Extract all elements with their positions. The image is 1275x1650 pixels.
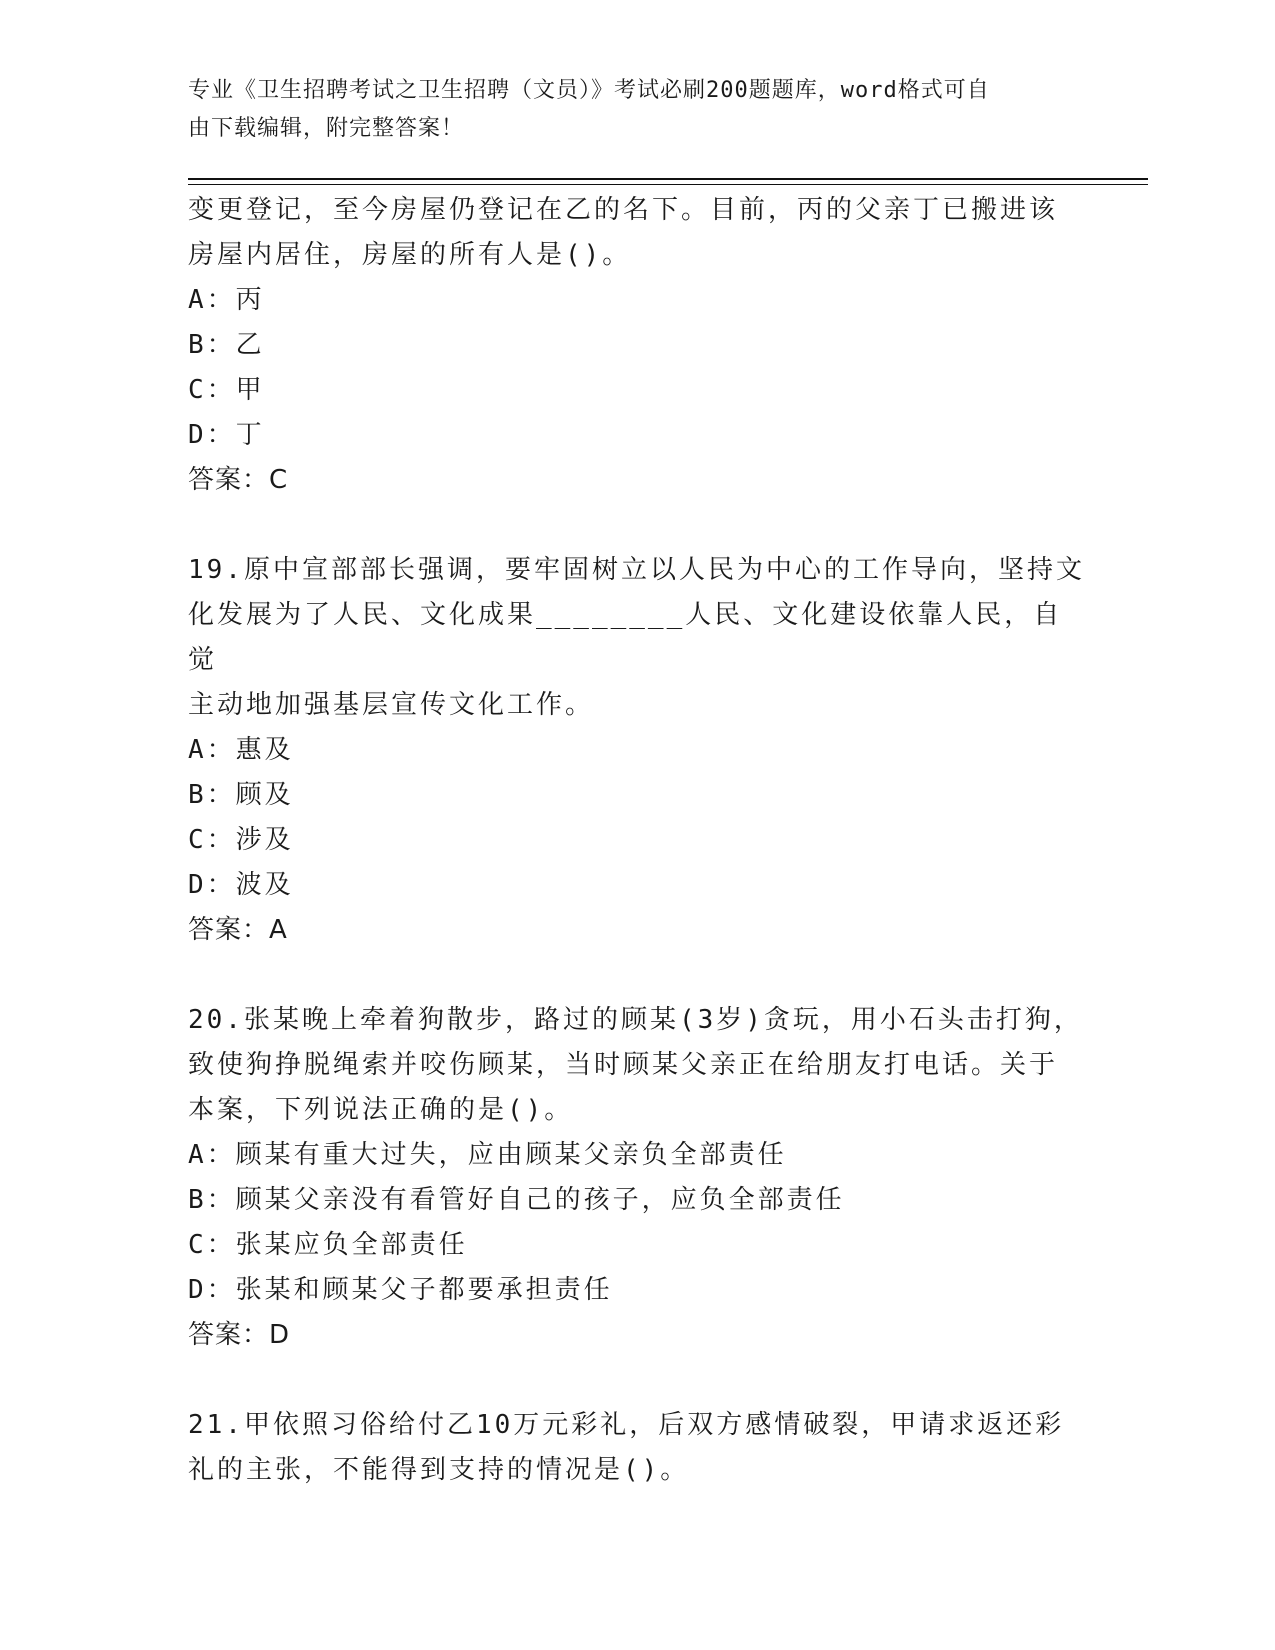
option-a: A：丙	[188, 285, 265, 315]
option-c: C：涉及	[188, 825, 294, 855]
question-text-line: 19.原中宣部部长强调，要牢固树立以人民为中心的工作导向，坚持文	[188, 555, 1085, 585]
question-text-line: 化发展为了人民、文化成果________人民、文化建设依靠人民，自觉	[188, 600, 1063, 675]
option-a: A：惠及	[188, 735, 294, 765]
header-line-1: 专业《卫生招聘考试之卫生招聘（文员）》考试必刷200题题库，word格式可自	[188, 78, 990, 103]
question-content	[188, 188, 1088, 1493]
answer: 答案：A	[188, 915, 288, 945]
header-line-2: 由下载编辑，附完整答案！	[188, 116, 465, 141]
option-b: B：乙	[188, 330, 265, 360]
option-d: D：张某和顾某父子都要承担责任	[188, 1275, 613, 1305]
question-21	[188, 1403, 1088, 1493]
question-text-line: 本案，下列说法正确的是()。	[188, 1095, 574, 1125]
option-b: B：顾某父亲没有看管好自己的孩子，应负全部责任	[188, 1185, 845, 1215]
document-header	[188, 72, 1068, 148]
option-d: D：丁	[188, 420, 265, 450]
option-d: D：波及	[188, 870, 294, 900]
question-text-line: 20.张某晚上牵着狗散步，路过的顾某(3岁)贪玩，用小石头击打狗，	[188, 1005, 1083, 1035]
option-a: A：顾某有重大过失，应由顾某父亲负全部责任	[188, 1140, 787, 1170]
question-20	[188, 998, 1088, 1358]
option-c: C：张某应负全部责任	[188, 1230, 468, 1260]
option-c: C：甲	[188, 375, 265, 405]
question-text-line: 致使狗挣脱绳索并咬伤顾某，当时顾某父亲正在给朋友打电话。关于	[188, 1050, 1059, 1080]
header-rule	[188, 178, 1148, 180]
question-text-line: 主动地加强基层宣传文化工作。	[188, 690, 595, 720]
question-18	[188, 188, 1088, 503]
question-text-line: 变更登记，至今房屋仍登记在乙的名下。目前，丙的父亲丁已搬进该	[188, 195, 1059, 225]
header-rule-thin	[188, 184, 1148, 185]
answer: 答案：C	[188, 465, 289, 495]
question-text-line: 礼的主张，不能得到支持的情况是()。	[188, 1455, 690, 1485]
answer: 答案：D	[188, 1320, 291, 1350]
question-text-line: 21.甲依照习俗给付乙10万元彩礼，后双方感情破裂，甲请求返还彩	[188, 1410, 1065, 1440]
question-19	[188, 548, 1088, 953]
option-b: B：顾及	[188, 780, 294, 810]
question-text-line: 房屋内居住，房屋的所有人是()。	[188, 240, 632, 270]
